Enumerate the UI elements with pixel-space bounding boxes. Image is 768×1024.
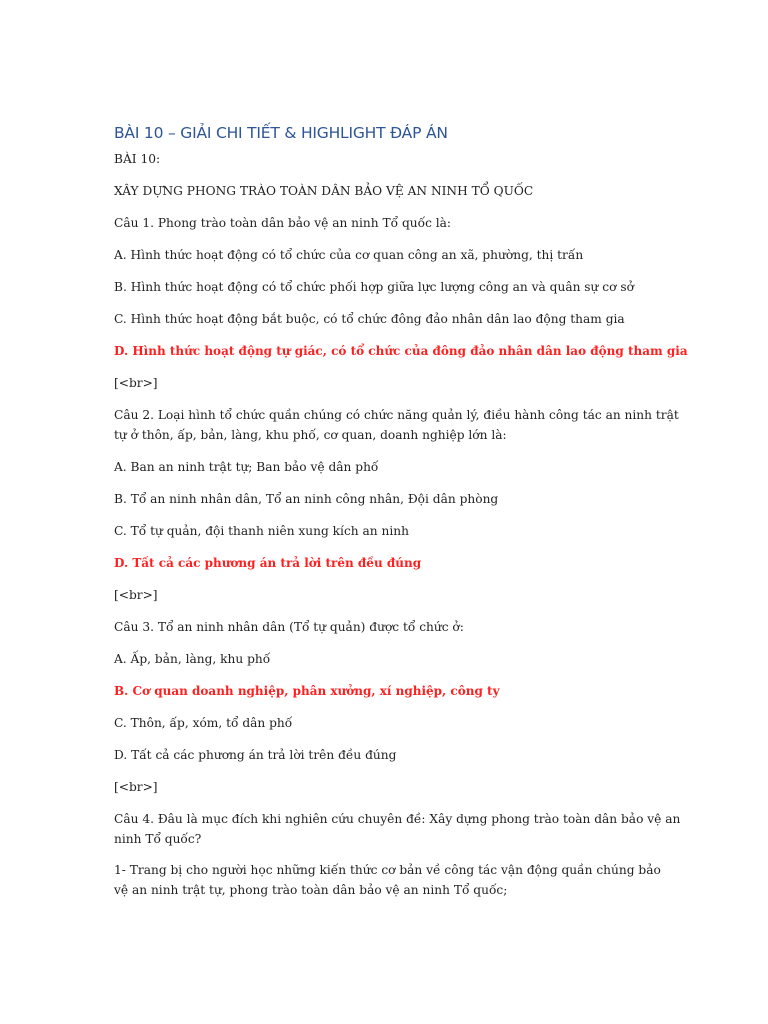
q2-option-d-correct: D. Tất cả các phương án trả lời trên đều đúng [114,556,422,570]
lesson-label: BÀI 10: [114,152,161,166]
q4-item1-line1: 1- Trang bị cho người học những kiến thức cơ bản về công tác vận động quần chúng bảo [114,863,661,877]
q1-option-b: B. Hình thức hoạt động có tổ chức phối hợp giữa lực lượng công an và quân sự cơ sở [114,280,634,294]
q2-separator: [<br>] [114,588,158,602]
q3-option-d: D. Tất cả các phương án trả lời trên đều đúng [114,748,397,762]
q3-option-b-correct: B. Cơ quan doanh nghiệp, phân xưởng, xí nghiệp, công ty [114,684,500,698]
q2-question-line2: tự ở thôn, ấp, bản, làng, khu phố, cơ quan, doanh nghiệp lớn là: [114,428,507,442]
q2-option-b: B. Tổ an ninh nhân dân, Tổ an ninh công nhân, Đội dân phòng [114,492,499,506]
q1-option-d-correct: D. Hình thức hoạt động tự giác, có tổ chức của đông đảo nhân dân lao động tham gia [114,344,688,358]
q1-option-a: A. Hình thức hoạt động có tổ chức của cơ quan công an xã, phường, thị trấn [114,248,584,262]
q1-question: Câu 1. Phong trào toàn dân bảo vệ an ninh Tổ quốc là: [114,216,452,230]
document-heading: BÀI 10 – GIẢI CHI TIẾT & HIGHLIGHT ĐÁP ÁN [114,124,448,142]
q2-question-line1: Câu 2. Loại hình tổ chức quần chúng có chức năng quản lý, điều hành công tác an ninh trật [114,408,679,422]
q2-option-c: C. Tổ tự quản, đội thanh niên xung kích an ninh [114,524,409,538]
q4-question-line2: ninh Tổ quốc? [114,832,202,846]
q3-question: Câu 3. Tổ an ninh nhân dân (Tổ tự quản) được tổ chức ở: [114,620,464,634]
q3-option-a: A. Ấp, bản, làng, khu phố [114,652,271,666]
q2-option-a: A. Ban an ninh trật tự; Ban bảo vệ dân phố [114,460,379,474]
q4-item1-line2: vệ an ninh trật tự, phong trào toàn dân bảo vệ an ninh Tổ quốc; [114,883,508,897]
q4-question-line1: Câu 4. Đâu là mục đích khi nghiên cứu chuyên đề: Xây dựng phong trào toàn dân bảo vệ an [114,812,681,826]
q3-separator: [<br>] [114,780,158,794]
q1-separator: [<br>] [114,376,158,390]
q3-option-c: C. Thôn, ấp, xóm, tổ dân phố [114,716,293,730]
q1-option-c: C. Hình thức hoạt động bắt buộc, có tổ chức đông đảo nhân dân lao động tham gia [114,312,625,326]
lesson-topic: XÂY DỰNG PHONG TRÀO TOÀN DÂN BẢO VỆ AN NINH TỔ QUỐC [114,184,534,198]
